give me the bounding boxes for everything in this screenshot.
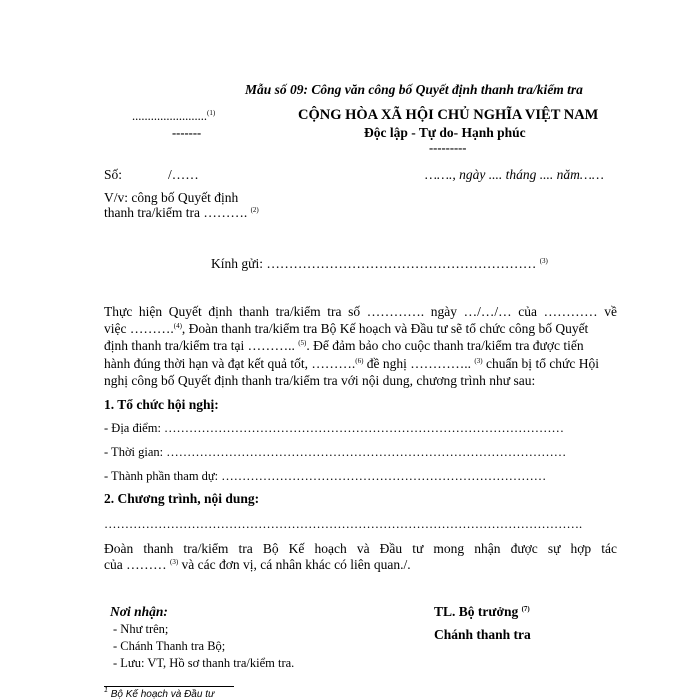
body-sup-3: (3) [474, 357, 483, 365]
footnote-number: 1 [104, 687, 108, 694]
agency-dash: ------- [172, 126, 202, 140]
body-l2-a: việc ………. [104, 321, 174, 336]
body-sup-6: (6) [355, 357, 364, 365]
subject-line-2-text: thanh tra/kiểm tra ………. [104, 205, 248, 220]
subject-sup: (2) [250, 206, 259, 214]
signer-role: Chánh thanh tra [434, 627, 531, 642]
location-line: - Địa điểm: …………………………………………………………………………………… [104, 421, 565, 435]
recipient-label: Kính gửi: …………………………………………………… [211, 256, 537, 271]
receiver-item: - Như trên; [113, 622, 169, 636]
form-title: Mẫu số 09: Công văn công bố Quyết định thanh tra/kiểm tra [245, 82, 583, 97]
nation-title: CỘNG HÒA XÃ HỘI CHỦ NGHĨA VIỆT NAM [298, 107, 599, 123]
body-sup-4: (4) [173, 322, 182, 330]
body-l2-b: , Đoàn thanh tra/kiểm tra Bộ Kế hoạch và Đầu tư sẽ tổ chức công bố Quyết [181, 321, 589, 336]
agency-name [132, 109, 215, 124]
agency-dots: ........................ [132, 109, 207, 123]
section-2-heading: 2. Chương trình, nội dung: [104, 491, 260, 506]
footnote-text: Bộ Kế hoạch và Đầu tư [110, 689, 215, 700]
body-l4-b: đề nghị ………….. [363, 356, 472, 371]
doc-number-value: /…… [168, 167, 199, 182]
section-1-heading: 1. Tổ chức hội nghị: [104, 397, 219, 412]
recipient-sup: (3) [539, 257, 548, 265]
closing-l2-b: và các đơn vị, cá nhân khác có liên quan./. [178, 557, 411, 572]
participants-line: - Thành phần tham dự: …………………………………………………………………… [104, 469, 547, 483]
motto: Độc lập - Tự do- Hạnh phúc [364, 125, 526, 140]
body-l3-b: . Để đảm bảo cho cuộc thanh tra/kiểm tra được tiến [306, 338, 584, 353]
signer-title-text: TL. Bộ trưởng [434, 604, 519, 619]
program-content: ……………………………………………………………………………………………………. [104, 517, 583, 531]
doc-number-label: Số: [104, 167, 123, 182]
signer-sup: (7) [521, 605, 530, 613]
body-line-2 [104, 321, 617, 337]
body-sup-5: (5) [298, 339, 307, 347]
agency-sup: (1) [207, 109, 216, 117]
receivers-label: Nơi nhận: [110, 604, 168, 619]
footnote-rule [104, 686, 234, 687]
subject-line-1: V/v: công bố Quyết định [104, 190, 239, 205]
time-line: - Thời gian: …………………………………………………………………………………… [104, 445, 567, 459]
body-line-4 [104, 356, 599, 372]
body-line-5: nghị công bố Quyết định thanh tra/kiểm tra với nội dung, chương trình như sau: [104, 373, 536, 388]
recipient [211, 256, 548, 272]
body-line-1: Thực hiện Quyết định thanh tra/kiểm tra số …………. ngày …/…/… của ………… về [104, 304, 617, 319]
footnote [104, 689, 214, 700]
motto-dash: --------- [429, 141, 467, 155]
doc-date: ……., ngày .... tháng .... năm…… [425, 167, 604, 182]
subject-line-2 [104, 205, 259, 221]
closing-sup: (3) [169, 558, 179, 566]
body-l3-a: định thanh tra/kiểm tra tại ……….. [104, 338, 295, 353]
body-l4-c: chuẩn bị tổ chức Hội [482, 356, 599, 371]
body-line-3 [104, 338, 584, 354]
body-l4-a: hành đúng thời hạn và đạt kết quả tốt, ………. [104, 356, 356, 371]
closing-l2-a: của ……… [104, 557, 167, 572]
signer-title [434, 604, 530, 620]
receiver-item: - Chánh Thanh tra Bộ; [113, 639, 226, 653]
closing-line-2 [104, 557, 411, 573]
receiver-item: - Lưu: VT, Hồ sơ thanh tra/kiểm tra. [113, 656, 295, 670]
closing-line-1: Đoàn thanh tra/kiểm tra Bộ Kế hoạch và Đầu tư mong nhận được sự hợp tác [104, 541, 617, 556]
